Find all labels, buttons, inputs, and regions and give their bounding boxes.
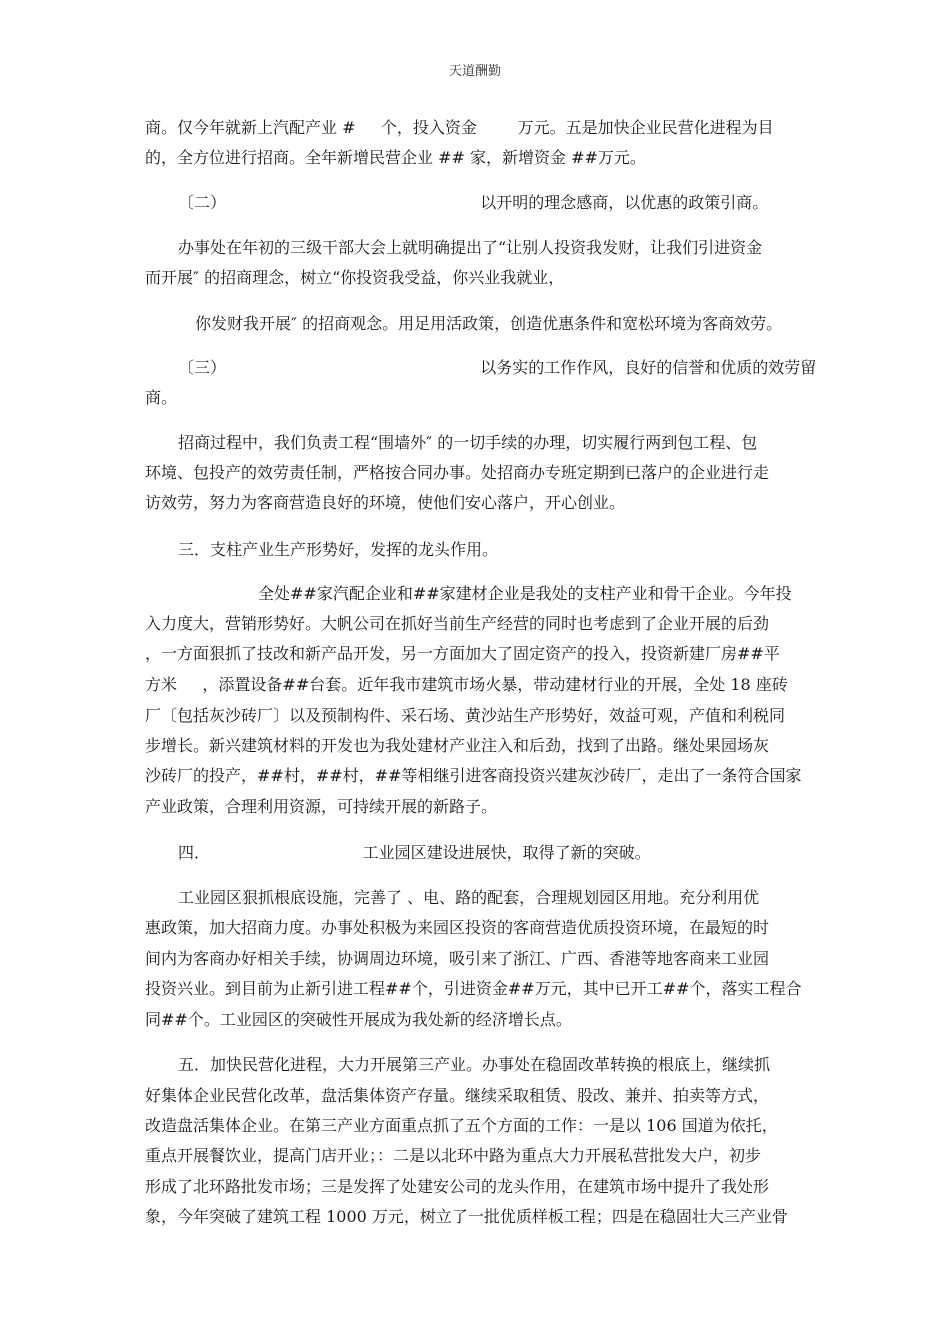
section-heading: 〔三） 以务实的工作作风，良好的信誉和优质的效劳留: [178, 358, 817, 377]
section-heading: 〔二） 以开明的理念感商，以优惠的政策引商。: [178, 193, 769, 212]
body-line: 入力度大，营销形势好。大帆公司在抓好当前生产经营的同时也考虑到了企业开展的后劲: [145, 614, 770, 633]
body-line: 步增长。新兴建筑材料的开发也为我处建材产业注入和后劲，找到了出路。继处果园场灰: [145, 736, 770, 755]
body-line: 重点开展餐饮业，提高门店开业；：二是以北环中路为重点大力开展私营批发大户，初步: [145, 1146, 762, 1165]
body-line: 方米 ，添置设备##台套。近年我市建筑市场火暴，带动建材行业的开展，全处 18 座砖: [145, 675, 788, 694]
body-line: 间内为客商办好相关手续，协调周边环境，吸引来了浙江、广西、香港等地客商来工业园: [145, 949, 770, 968]
body-line: ，一方面狠抓了技改和新产品开发，另一方面加大了固定资产的投入，投资新建厂房##平: [145, 644, 780, 663]
body-line: 象，今年突破了建筑工程 1000 万元，树立了一批优质样板工程；四是在稳固壮大三产业骨: [145, 1207, 788, 1226]
body-line: 而开展″ 的招商理念，树立“你投资我受益，你兴业我就业，: [145, 268, 565, 287]
body-line: 改造盘活集体企业。在第三产业方面重点抓了五个方面的工作：一是以 106 国道为依托，: [145, 1116, 778, 1135]
body-line: 办事处在年初的三级干部大会上就明确提出了“让别人投资我发财，让我们引进资金: [178, 238, 763, 257]
body-line: 的，全方位进行招商。全年新增民营企业 ## 家，新增资金 ##万元。: [145, 148, 646, 167]
body-line: 惠政策，加大招商力度。办事处积极为来园区投资的客商营造优质投资环境，在最短的时: [145, 918, 770, 937]
body-line: 招商过程中，我们负责工程“围墙外″ 的一切手续的办理，切实履行两到包工程、包: [178, 433, 758, 452]
body-line: 工业园区狠抓根底设施，完善了 、电、路的配套，合理规划园区用地。充分利用优: [178, 888, 760, 907]
body-line: 商。: [145, 388, 178, 407]
body-line: 好集体企业民营化改革，盘活集体资产存量。继续采取租赁、股改、兼并、拍卖等方式，: [145, 1086, 770, 1105]
body-line: 沙砖厂的投产，##村，##村，##等相继引进客商投资兴建灰沙砖厂，走出了一条符合国家: [145, 766, 802, 785]
section-heading: 四． 工业园区建设进展快，取得了新的突破。: [178, 843, 651, 862]
section-heading: 五．加快民营化进程，大力开展第三产业。办事处在稳固改革转换的根底上，继续抓: [178, 1055, 771, 1074]
body-line: 商。仅今年就新上汽配产业 # 个，投入资金 万元。五是加快企业民营化进程为目: [145, 118, 774, 137]
body-line: 全处##家汽配企业和##家建材企业是我处的支柱产业和骨干企业。今年投: [258, 584, 792, 603]
body-line: 访效劳，努力为客商营造良好的环境，使他们安心落户，开心创业。: [145, 493, 626, 512]
body-line: 产业政策，合理利用资源，可持续开展的新路子。: [145, 797, 498, 816]
body-line: 你发财我开展″ 的招商观念。用足用活政策，创造优惠条件和宽松环境为客商效劳。: [195, 314, 783, 333]
body-line: 厂〔包括灰沙砖厂〕以及预制构件、采石场、黄沙站生产形势好，效益可观，产值和利税同: [145, 706, 786, 725]
page-header: 天道酬勤: [448, 64, 501, 79]
body-line: 形成了北环路批发市场；三是发挥了处建安公司的龙头作用，在建筑市场中提升了我处形: [145, 1177, 770, 1196]
body-line: 环境、包投产的效劳责任制，严格按合同办事。处招商办专班定期到已落户的企业进行走: [145, 463, 770, 482]
body-line: 同##个。工业园区的突破性开展成为我处新的经济增长点。: [145, 1010, 572, 1029]
section-heading: 三．支柱产业生产形势好，发挥的龙头作用。: [178, 540, 499, 559]
body-line: 投资兴业。到目前为止新引进工程##个，引进资金##万元，其中已开工##个，落实工程合: [145, 979, 802, 998]
